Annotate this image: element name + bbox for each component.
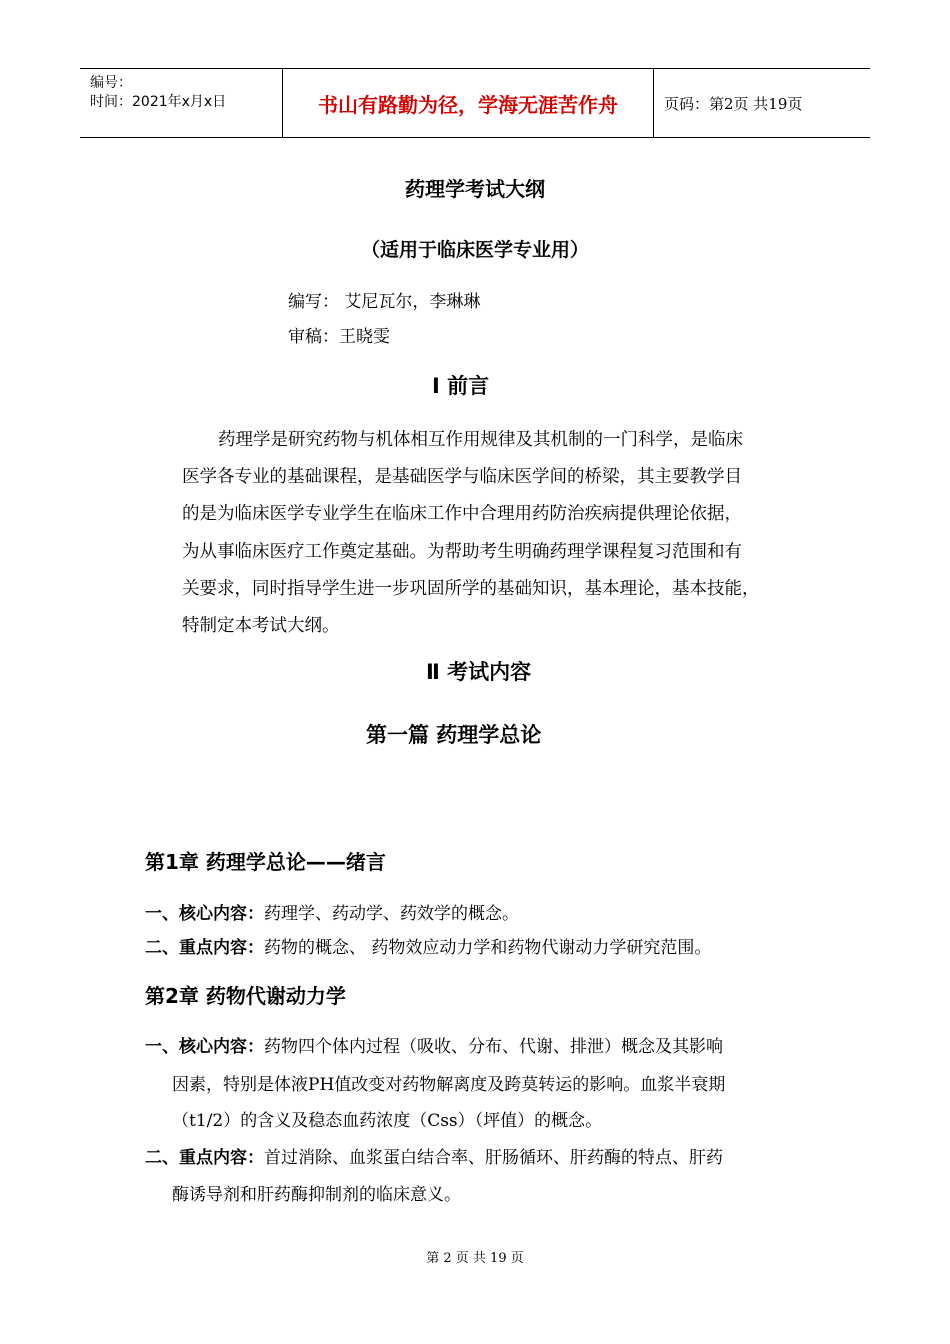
chapter1-title: 第1章 药理学总论——绪言	[145, 850, 386, 874]
chapter2-core-line3: （t1/2）的含义及稳态血药浓度（Css）（坪值）的概念。	[172, 1111, 603, 1131]
reviewer-line: 审稿：王晓雯	[288, 327, 390, 347]
preface-line: 的是为临床医学专业学生在临床工作中合理用药防治疾病提供理论依据，	[182, 504, 742, 525]
header-table	[80, 68, 870, 138]
key-text: 首过消除、血浆蛋白结合率、肝肠循环、肝药酶的特点、肝药	[264, 1148, 723, 1168]
section-preface-heading: Ⅰ 前言	[432, 374, 490, 398]
core-label: 一、核心内容：	[145, 1037, 264, 1057]
preface-paragraph	[182, 422, 812, 645]
core-text: 药理学、药动学、药效学的概念。	[264, 904, 519, 924]
preface-line: 药理学是研究药物与机体相互作用规律及其机制的一门科学，是临床	[218, 430, 743, 450]
header-motto-cell	[283, 69, 654, 137]
header-number: 编号：	[90, 75, 132, 91]
key-label: 二、重点内容：	[145, 938, 264, 958]
chapter2-core	[145, 1032, 723, 1057]
key-label: 二、重点内容：	[145, 1148, 264, 1168]
document-title: 药理学考试大纲	[405, 177, 545, 201]
header-time: 时间：2021年x月x日	[90, 94, 227, 110]
core-label: 一、核心内容：	[145, 904, 264, 924]
preface-line: 医学各专业的基础课程，是基础医学与临床医学间的桥梁，其主要教学目	[182, 467, 742, 488]
part1-heading: 第一篇 药理学总论	[366, 723, 542, 747]
document-subtitle: （适用于临床医学专业用）	[360, 239, 589, 261]
chapter2-key	[145, 1143, 723, 1168]
header-left-cell	[80, 69, 283, 137]
header-motto: 书山有路勤为径，学海无涯苦作舟	[318, 92, 618, 117]
section-content-heading: Ⅱ 考试内容	[426, 660, 532, 684]
key-text: 药物的概念、 药物效应动力学和药物代谢动力学研究范围。	[264, 938, 712, 958]
chapter2-core-line2: 因素，特别是体液PH值改变对药物解离度及跨莫转运的影响。血浆半衰期	[172, 1075, 726, 1095]
header-page-info: 页码：第2页 共19页	[664, 94, 803, 113]
chapter1-key	[145, 933, 711, 958]
chapter2-title: 第2章 药物代谢动力学	[145, 984, 346, 1008]
chapter1-core	[145, 899, 519, 924]
preface-line: 为从事临床医疗工作奠定基础。为帮助考生明确药理学课程复习范围和有	[182, 541, 742, 562]
preface-line: 特制定本考试大纲。	[182, 616, 340, 637]
authors-line: 编写： 艾尼瓦尔，李琳琳	[288, 292, 481, 312]
preface-line: 关要求，同时指导学生进一步巩固所学的基础知识，基本理论，基本技能，	[182, 578, 760, 599]
core-text: 药物四个体内过程（吸收、分布、代谢、排泄）概念及其影响	[264, 1037, 723, 1057]
chapter2-key-line2: 酶诱导剂和肝药酶抑制剂的临床意义。	[172, 1185, 461, 1205]
page-footer: 第 2 页 共 19 页	[426, 1251, 524, 1266]
